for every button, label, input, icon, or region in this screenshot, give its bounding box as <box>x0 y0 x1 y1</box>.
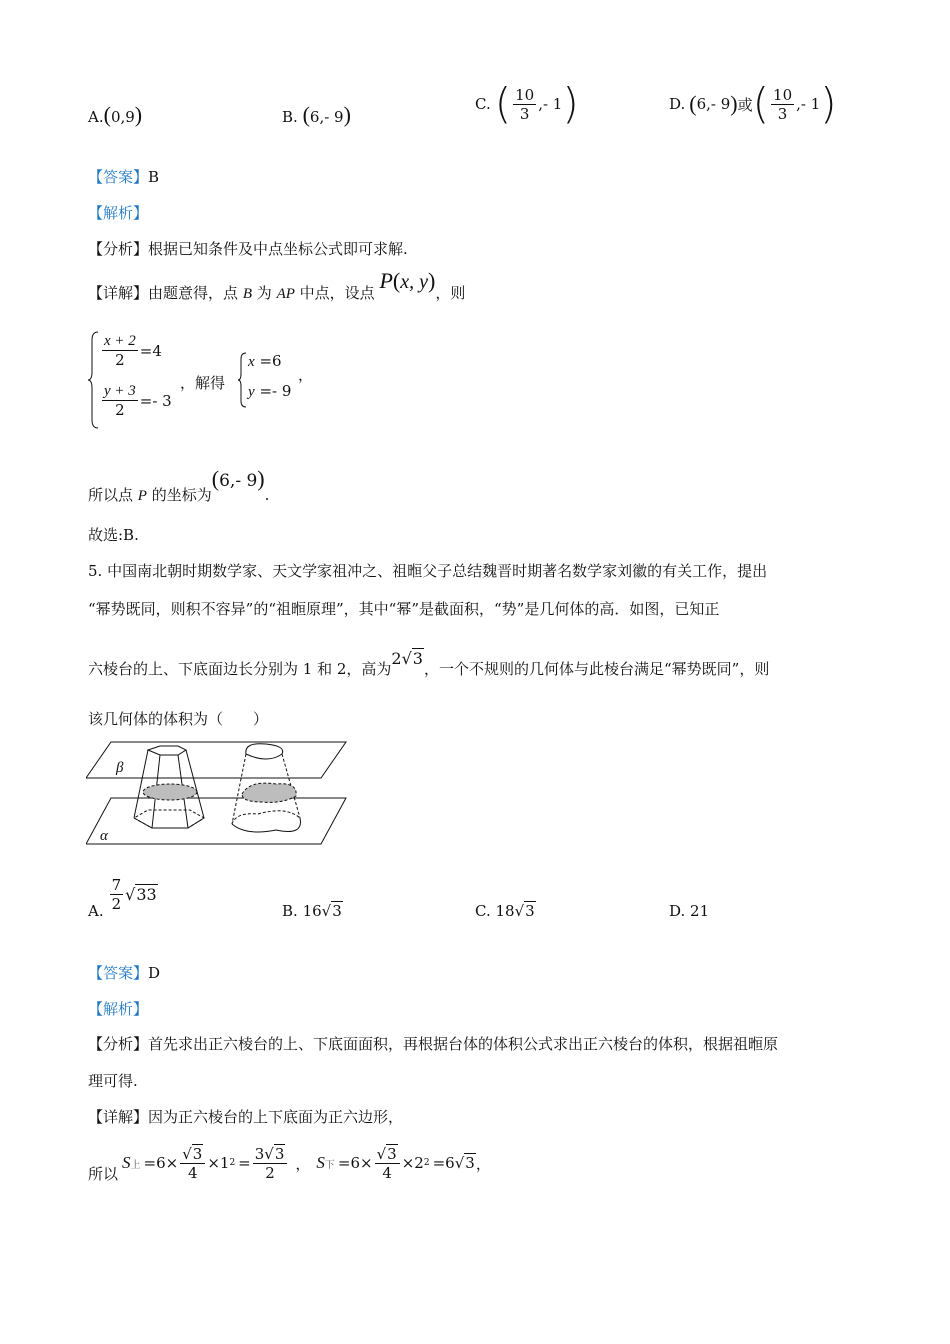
hexagonal-frustum <box>134 746 204 828</box>
plane-alpha <box>86 798 346 844</box>
answer-value: B <box>148 168 160 186</box>
q5-line3: 六棱台的上、下底面边长分别为 1 和 2，高为2√3，一个不规则的几何体与此棱台满足“幂势既同”，则 <box>88 649 770 678</box>
choice-line: 故选:B. <box>88 526 139 544</box>
conclusion-line: 所以点 P 的坐标为(6,‑ 9). <box>88 466 270 504</box>
left-brace-icon <box>88 330 100 430</box>
q5-option-c: C. 18√3 <box>475 902 535 920</box>
q5-option-d: D. 21 <box>669 902 710 920</box>
beta-label: β <box>116 760 124 776</box>
fenxi-line-2: 【分析】首先求出正六棱台的上、下底面面积，再根据台体的体积公式求出正六棱台的体积，根据祖暅原 <box>88 1035 779 1053</box>
alpha-label: α <box>100 828 108 844</box>
plane-beta <box>86 742 346 778</box>
answer-tag: 【答案】 <box>88 168 149 186</box>
irregular-solid <box>232 744 301 832</box>
answer-line-2 <box>88 962 160 983</box>
fenxi-line: 【分析】根据已知条件及中点坐标公式即可求解. <box>88 240 408 258</box>
option-b-value: 6,‑ 9 <box>309 108 344 126</box>
answer-line <box>88 166 159 187</box>
frustum-figure <box>86 740 348 846</box>
xiangjie-line: 【详解】由题意得，点 B 为 AP 中点，设点 P(x, y)，则 <box>88 268 466 302</box>
q5-option-b: B. 16√3 <box>282 902 342 920</box>
area-formula: 所以 S 上 =6× $\frac{√3}{4}$ ×1 2 = $\frac{3√3}{2}$ ， S 下 =6× $\frac{√3}{4}$ ×2 2 =6 √3 ， <box>88 1144 491 1183</box>
answer-value: D <box>148 964 161 982</box>
option-a: A.(0,9) <box>88 102 143 127</box>
q5-line2: “幂势既同，则积不容异”的“祖暅原理”，其中“幂”是截面积，“势”是几何体的高．如图，已知正 <box>88 600 720 618</box>
q5-line1: 5. 中国南北朝时期数学家、天文学家祖冲之、祖暅父子总结魏晋时期著名数学家刘徽的有关工作，提出 <box>88 562 768 580</box>
option-a-value: 0,9 <box>110 108 135 126</box>
analysis-tag: 【解析】 <box>88 204 149 222</box>
analysis-tag: 【解析】 <box>88 1000 149 1018</box>
analysis-line <box>88 202 148 223</box>
left-brace-icon <box>238 352 248 408</box>
analysis-line-2 <box>88 998 148 1019</box>
option-d: D. ( 6,‑ 9 ) 或 ( $\frac{10}{3}$ ,‑ 1 ) <box>669 79 837 128</box>
xiangjie-line-2: 【详解】因为正六棱台的上下底面为正六边形， <box>88 1108 404 1126</box>
option-b: B. (6,‑ 9) <box>282 102 351 127</box>
answer-tag: 【答案】 <box>88 964 149 982</box>
q5-option-a: A. $\frac{7}{2}$ √33 <box>88 876 157 920</box>
option-c: C. ( $\frac{10}{3}$ ,‑ 1 ) <box>475 79 579 128</box>
q5-line4: 该几何体的体积为（ ） <box>88 710 269 728</box>
fenxi-line-2b: 理可得. <box>88 1072 138 1090</box>
